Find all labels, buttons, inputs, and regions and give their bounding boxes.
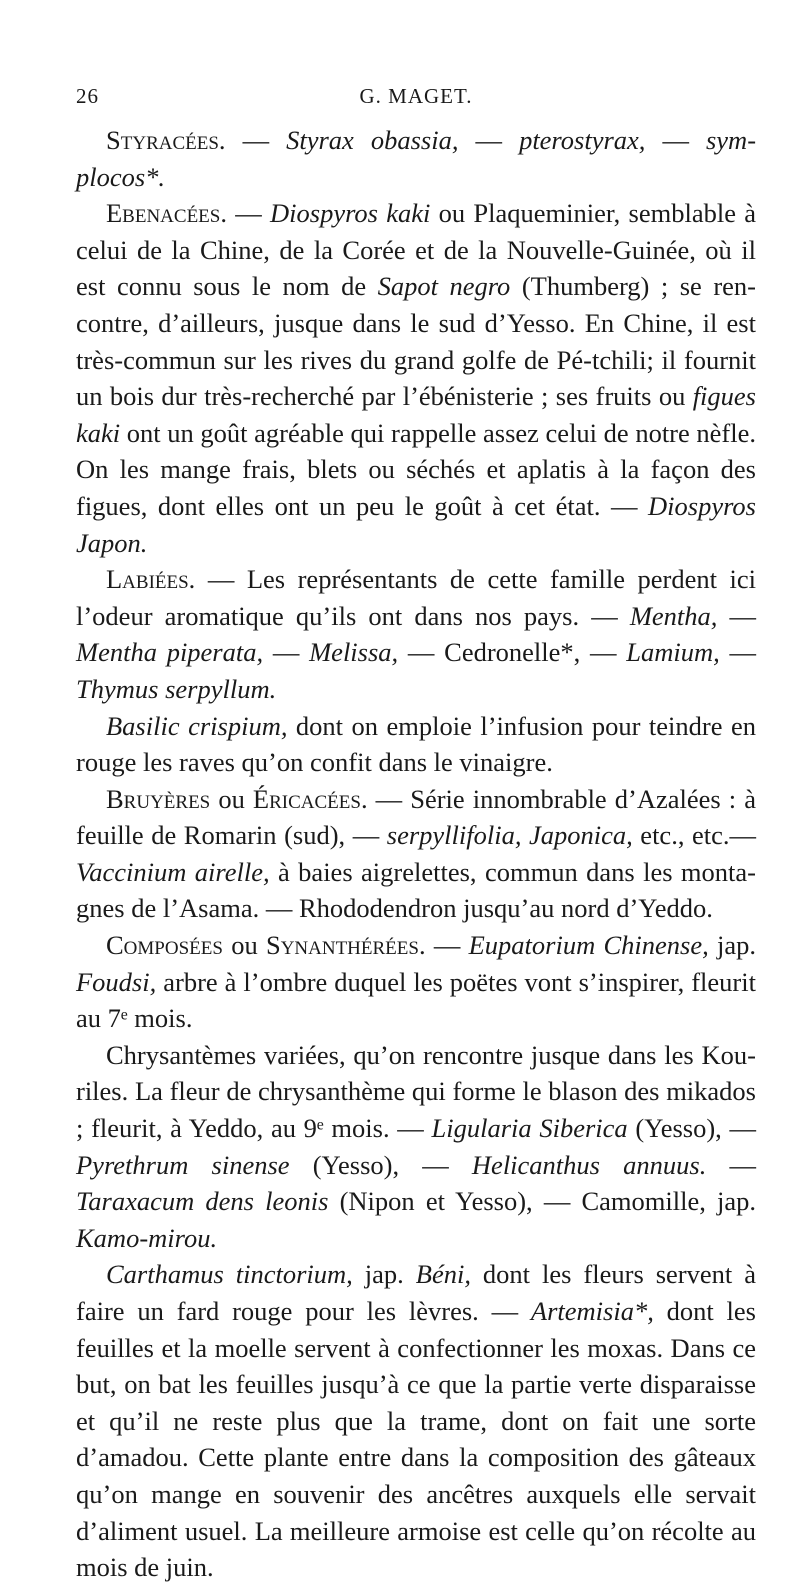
running-title: G. MAGET. [359,84,473,108]
text-run: — [263,637,310,668]
text-run: — [645,125,706,155]
text-run: ou [222,930,266,961]
page-header [76,84,756,114]
paragraph [76,1037,756,1257]
text-run: Chrysantèmes variées, qu’on rencontre jusque dans les Kouriles. La fleur de chrysanthème qui forme le blason des mikados ; fleurit, à Yeddo, au 9ᵉ mois. — [76,1039,756,1144]
text-run: — Cedronelle*, — [398,637,627,668]
paragraph [76,708,756,781]
italic-run: Mentha piperata, [76,637,264,668]
text-run: — [225,125,287,155]
text-run: — [458,125,520,155]
small-caps-run: Synanthérées. [265,930,426,961]
text-run: — [227,198,271,229]
italic-run: Diospyros kaki [270,198,431,229]
text-run: — [719,637,757,668]
paragraph [76,781,756,927]
small-caps-run: Bruyères [106,783,211,814]
small-caps-run: Composées [106,930,223,961]
text-run: (Yesso), — [627,1113,756,1144]
text-run: ou [210,783,253,814]
italic-run: Thymus serpyllum. [76,673,277,704]
text-run: ont un goût agréable qui rappelle assez celui de notre nèfle. On les mange frais, blets ou séchés et aplatis à la façon des figues, dont elles ont un peu le goût à cet état. — [76,417,756,521]
italic-run: Foudsi, [76,966,157,997]
text-run: — [425,930,469,961]
italic-run: symplocos*. [76,125,757,192]
italic-run: Taraxacum dens leonis [76,1186,329,1217]
text-run: jap. [708,930,756,961]
paragraph [76,561,756,707]
italic-run: Styrax obassia, [286,125,459,155]
small-caps-run: Ebenacées. [106,198,227,229]
small-caps-run: Labiées. [106,564,196,595]
text-run: (Yesso), — [289,1149,472,1180]
paragraph [76,1256,756,1585]
italic-run: Vaccinium airelle, [76,856,270,887]
text-run: — [706,1149,757,1180]
italic-run: Helicanthus annuus. [471,1149,707,1180]
italic-run: Basilic crispium, [106,710,288,741]
paragraph [76,195,756,561]
text-run: (Thumberg) ; se rencontre, d’ailleurs, jusque dans le sud d’Yesso. En Chine, il est très-commun sur les rives du grand golfe de Pé-tchili; il fournit un bois dur très-recherché par l’ébénisterie ; ses fruits ou [76,271,756,412]
italic-run: Sapot negro [377,271,511,302]
text-run: — Les représentants de cette famille perdent ici l’odeur aromatique qu’ils ont dans nos pays. — [76,564,756,631]
text-run: ou Plaqueminier, semblable à celui de la Chine, de la Corée et de la Nouvelle-Guinée, où il est connu sous le nom de [76,198,757,302]
italic-run: Diospyros Japon. [76,490,756,558]
italic-run: Kamo-mirou. [76,1222,218,1253]
text-run: jap. [352,1259,416,1290]
italic-run: Pyrethrum sinense [76,1149,290,1180]
italic-run: Carthamus tinctorium, [106,1259,353,1290]
italic-run: serpyllifolia, Japonica, [386,820,633,851]
italic-run: Ligularia Siberica [431,1113,628,1144]
text-run: dont les feuilles et la moelle servent à confectionner les moxas. Dans ce but, on bat les feuilles jusqu’à ce que la partie verte disparaisse et qu’il ne reste plus que la trame, dont on fait une sorte d’amadou. Cette plante entre dans la composition des gâteaux qu’on mange en souvenir des ancêtres auxquels elle servait d’aliment usuel. La meilleure armoise est celle qu’on récolte au mois de juin. [76,1296,756,1583]
italic-run: Eupatorium Chinense, [468,930,709,961]
italic-run: Mentha, [629,600,718,631]
italic-run: figues kaki [76,381,756,448]
italic-run: Lamium, [626,637,720,668]
body-text [76,122,756,1586]
italic-run: pterostyrax, [519,125,646,155]
text-run: à baies aigrelettes, commun dans les montagnes de l’Asama. — Rhododendron jusqu’au nord d’Yeddo. [76,856,756,924]
paragraph [76,927,756,1037]
italic-run: Melissa, [309,637,399,668]
text-run: dont les fleurs servent à faire un fard rouge pour les lèvres. — [76,1259,756,1326]
text-run: — Série innombrable d’Azalées : à feuille de Romarin (sud), — [76,783,756,851]
text-run: arbre à l’ombre duquel les poëtes vont s’inspirer, fleurit au 7ᵉ mois. [76,966,756,1034]
text-run: dont on emploie l’infusion pour teindre en rouge les raves qu’on confit dans le vinaigre. [76,710,756,778]
text-run: etc., etc.— [632,820,756,851]
text-run: — [717,600,756,631]
page-number: 26 [76,84,99,108]
paragraph [76,122,756,195]
small-caps-run: Styracées. [106,125,226,155]
italic-run: Béni, [415,1259,471,1290]
text-run: (Nipon et Yesso), — Camomille, jap. [328,1186,756,1217]
italic-run: Artemisia*, [530,1296,654,1326]
small-caps-run: Éricacées. [252,783,368,814]
